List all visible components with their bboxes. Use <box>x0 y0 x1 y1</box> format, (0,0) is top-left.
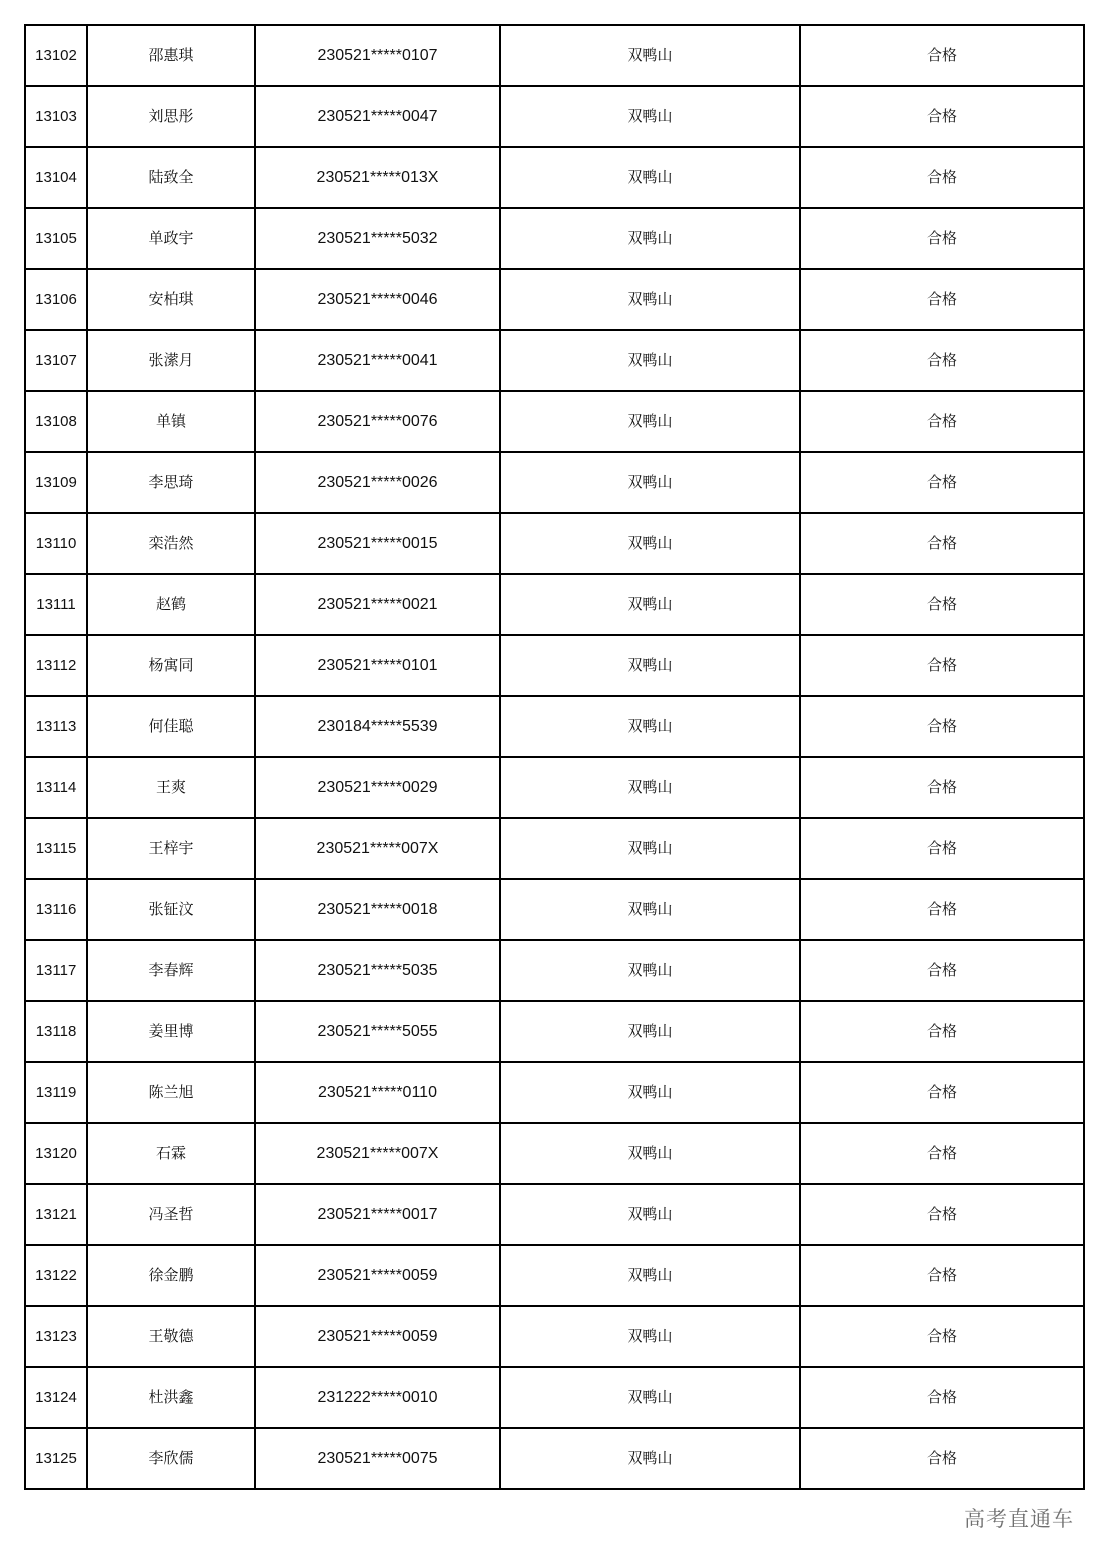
table-row <box>25 86 1084 147</box>
cell-result: 合格 <box>800 1184 1084 1245</box>
cell-name: 陆致全 <box>87 147 255 208</box>
cell-region: 双鸭山 <box>500 25 800 86</box>
cell-result: 合格 <box>800 696 1084 757</box>
cell-number: 13102 <box>25 25 87 86</box>
cell-id-number: 230521*****0029 <box>255 757 500 818</box>
cell-result: 合格 <box>800 757 1084 818</box>
cell-result: 合格 <box>800 513 1084 574</box>
cell-id-number: 230521*****0059 <box>255 1306 500 1367</box>
cell-region: 双鸭山 <box>500 452 800 513</box>
table-row <box>25 147 1084 208</box>
table-row <box>25 269 1084 330</box>
cell-id-number: 230521*****013X <box>255 147 500 208</box>
cell-result: 合格 <box>800 940 1084 1001</box>
cell-number: 13112 <box>25 635 87 696</box>
cell-region: 双鸭山 <box>500 1245 800 1306</box>
cell-name: 安柏琪 <box>87 269 255 330</box>
cell-result: 合格 <box>800 1367 1084 1428</box>
table-row <box>25 330 1084 391</box>
cell-number: 13114 <box>25 757 87 818</box>
cell-number: 13113 <box>25 696 87 757</box>
table-row <box>25 757 1084 818</box>
cell-result: 合格 <box>800 879 1084 940</box>
cell-name: 姜里博 <box>87 1001 255 1062</box>
cell-region: 双鸭山 <box>500 269 800 330</box>
cell-number: 13105 <box>25 208 87 269</box>
cell-result: 合格 <box>800 452 1084 513</box>
cell-id-number: 230521*****5055 <box>255 1001 500 1062</box>
cell-region: 双鸭山 <box>500 86 800 147</box>
cell-id-number: 230521*****0046 <box>255 269 500 330</box>
cell-name: 王敬德 <box>87 1306 255 1367</box>
cell-result: 合格 <box>800 269 1084 330</box>
cell-id-number: 230521*****0017 <box>255 1184 500 1245</box>
table-row <box>25 208 1084 269</box>
table-row <box>25 879 1084 940</box>
cell-result: 合格 <box>800 1306 1084 1367</box>
cell-region: 双鸭山 <box>500 940 800 1001</box>
cell-name: 王梓宇 <box>87 818 255 879</box>
cell-name: 何佳聪 <box>87 696 255 757</box>
cell-number: 13106 <box>25 269 87 330</box>
cell-id-number: 230521*****5032 <box>255 208 500 269</box>
cell-number: 13122 <box>25 1245 87 1306</box>
table-row <box>25 1367 1084 1428</box>
cell-number: 13108 <box>25 391 87 452</box>
cell-result: 合格 <box>800 1245 1084 1306</box>
cell-result: 合格 <box>800 86 1084 147</box>
cell-id-number: 230521*****007X <box>255 1123 500 1184</box>
cell-id-number: 230521*****0015 <box>255 513 500 574</box>
cell-number: 13124 <box>25 1367 87 1428</box>
cell-region: 双鸭山 <box>500 879 800 940</box>
cell-region: 双鸭山 <box>500 757 800 818</box>
cell-number: 13115 <box>25 818 87 879</box>
cell-number: 13107 <box>25 330 87 391</box>
cell-result: 合格 <box>800 1123 1084 1184</box>
cell-number: 13110 <box>25 513 87 574</box>
cell-region: 双鸭山 <box>500 1001 800 1062</box>
cell-number: 13121 <box>25 1184 87 1245</box>
table-row <box>25 452 1084 513</box>
cell-region: 双鸭山 <box>500 147 800 208</box>
cell-name: 张潆月 <box>87 330 255 391</box>
cell-name: 邵惠琪 <box>87 25 255 86</box>
table-row <box>25 1001 1084 1062</box>
cell-name: 单镇 <box>87 391 255 452</box>
cell-result: 合格 <box>800 208 1084 269</box>
table-row <box>25 1123 1084 1184</box>
table-row <box>25 940 1084 1001</box>
cell-number: 13118 <box>25 1001 87 1062</box>
cell-id-number: 230521*****0059 <box>255 1245 500 1306</box>
cell-id-number: 230521*****0041 <box>255 330 500 391</box>
cell-result: 合格 <box>800 1062 1084 1123</box>
cell-name: 李春辉 <box>87 940 255 1001</box>
cell-region: 双鸭山 <box>500 635 800 696</box>
cell-region: 双鸭山 <box>500 1123 800 1184</box>
cell-number: 13103 <box>25 86 87 147</box>
cell-result: 合格 <box>800 330 1084 391</box>
cell-region: 双鸭山 <box>500 1306 800 1367</box>
results-table-container <box>24 24 1077 1490</box>
cell-result: 合格 <box>800 25 1084 86</box>
table-row <box>25 1428 1084 1489</box>
cell-id-number: 230521*****0101 <box>255 635 500 696</box>
cell-name: 杨寓同 <box>87 635 255 696</box>
cell-id-number: 230521*****0110 <box>255 1062 500 1123</box>
cell-name: 杜洪鑫 <box>87 1367 255 1428</box>
table-row <box>25 1245 1084 1306</box>
cell-id-number: 230521*****0018 <box>255 879 500 940</box>
cell-name: 栾浩然 <box>87 513 255 574</box>
cell-region: 双鸭山 <box>500 1367 800 1428</box>
cell-number: 13109 <box>25 452 87 513</box>
cell-region: 双鸭山 <box>500 330 800 391</box>
cell-number: 13111 <box>25 574 87 635</box>
table-row <box>25 1306 1084 1367</box>
cell-region: 双鸭山 <box>500 696 800 757</box>
cell-region: 双鸭山 <box>500 1428 800 1489</box>
table-row <box>25 513 1084 574</box>
cell-name: 王爽 <box>87 757 255 818</box>
cell-number: 13116 <box>25 879 87 940</box>
table-row <box>25 574 1084 635</box>
cell-name: 李欣儒 <box>87 1428 255 1489</box>
cell-name: 冯圣哲 <box>87 1184 255 1245</box>
cell-id-number: 230521*****0107 <box>255 25 500 86</box>
cell-result: 合格 <box>800 1428 1084 1489</box>
cell-name: 石霖 <box>87 1123 255 1184</box>
cell-number: 13123 <box>25 1306 87 1367</box>
cell-id-number: 230521*****0026 <box>255 452 500 513</box>
table-row <box>25 1062 1084 1123</box>
cell-region: 双鸭山 <box>500 574 800 635</box>
cell-region: 双鸭山 <box>500 1062 800 1123</box>
cell-number: 13125 <box>25 1428 87 1489</box>
cell-region: 双鸭山 <box>500 1184 800 1245</box>
cell-number: 13104 <box>25 147 87 208</box>
cell-region: 双鸭山 <box>500 208 800 269</box>
cell-id-number: 230521*****5035 <box>255 940 500 1001</box>
cell-name: 刘思彤 <box>87 86 255 147</box>
cell-result: 合格 <box>800 635 1084 696</box>
cell-result: 合格 <box>800 1001 1084 1062</box>
cell-number: 13119 <box>25 1062 87 1123</box>
cell-result: 合格 <box>800 574 1084 635</box>
cell-id-number: 230521*****0021 <box>255 574 500 635</box>
results-table-body <box>25 25 1084 1489</box>
cell-id-number: 230521*****0075 <box>255 1428 500 1489</box>
results-table <box>24 24 1085 1490</box>
watermark-text: 高考直通车 <box>964 1503 1074 1533</box>
cell-region: 双鸭山 <box>500 513 800 574</box>
cell-name: 张钲汶 <box>87 879 255 940</box>
cell-region: 双鸭山 <box>500 391 800 452</box>
cell-id-number: 230521*****0076 <box>255 391 500 452</box>
cell-id-number: 230184*****5539 <box>255 696 500 757</box>
cell-id-number: 230521*****0047 <box>255 86 500 147</box>
cell-result: 合格 <box>800 147 1084 208</box>
table-row <box>25 391 1084 452</box>
cell-region: 双鸭山 <box>500 818 800 879</box>
cell-name: 陈兰旭 <box>87 1062 255 1123</box>
table-row <box>25 696 1084 757</box>
cell-name: 赵鹤 <box>87 574 255 635</box>
cell-result: 合格 <box>800 391 1084 452</box>
table-row <box>25 25 1084 86</box>
cell-name: 李思琦 <box>87 452 255 513</box>
cell-number: 13117 <box>25 940 87 1001</box>
cell-number: 13120 <box>25 1123 87 1184</box>
cell-id-number: 231222*****0010 <box>255 1367 500 1428</box>
table-row <box>25 1184 1084 1245</box>
cell-id-number: 230521*****007X <box>255 818 500 879</box>
cell-result: 合格 <box>800 818 1084 879</box>
cell-name: 徐金鹏 <box>87 1245 255 1306</box>
table-row <box>25 635 1084 696</box>
cell-name: 单政宇 <box>87 208 255 269</box>
table-row <box>25 818 1084 879</box>
